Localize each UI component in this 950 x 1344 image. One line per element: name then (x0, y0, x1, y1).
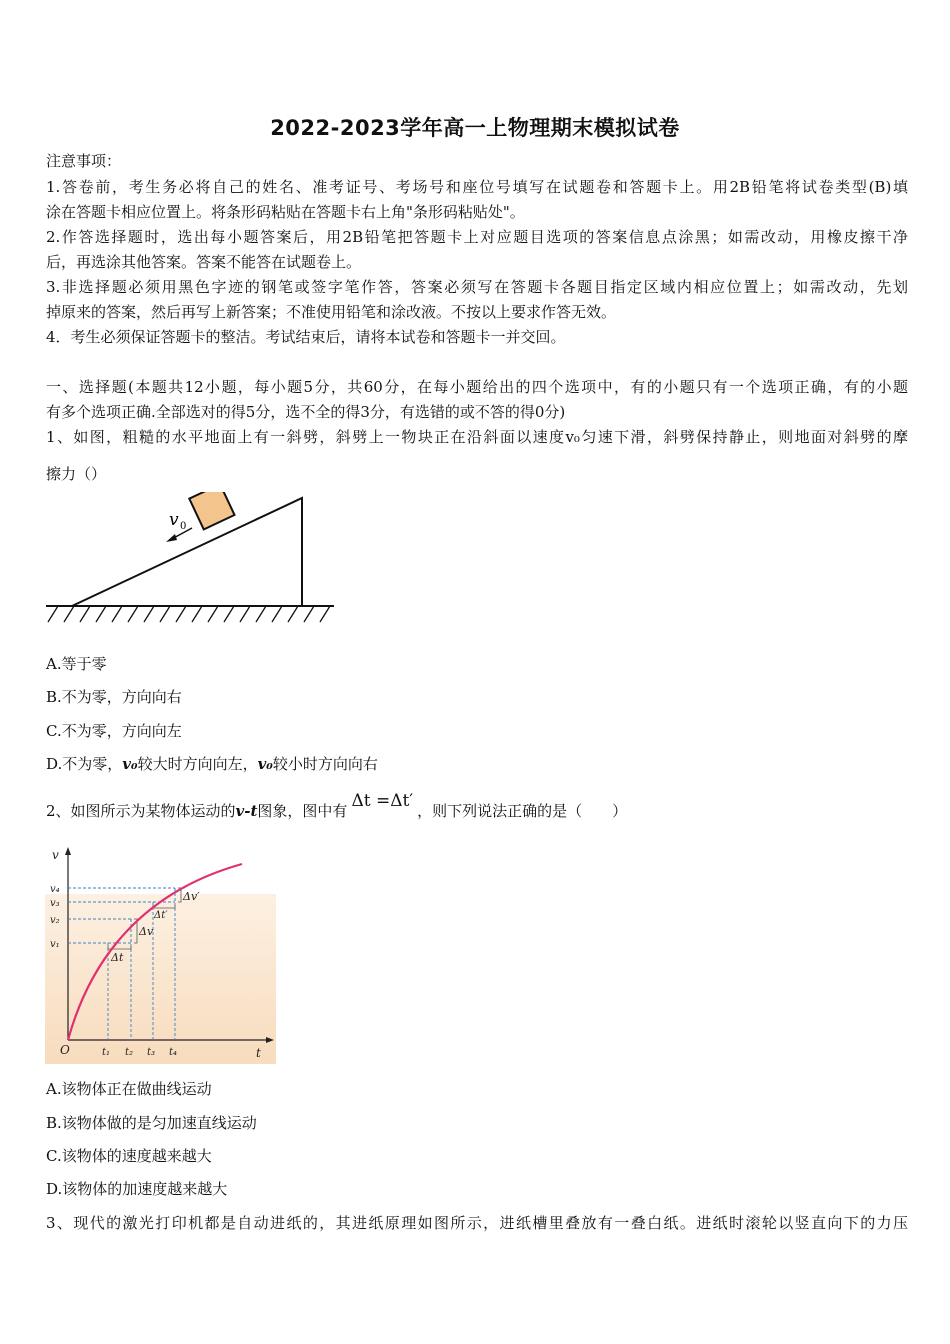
v1-label: v₁ (50, 939, 60, 950)
origin-label: O (60, 1043, 70, 1057)
sliding-block (189, 492, 234, 529)
q1-stem-line-2: 擦力（） (46, 465, 107, 483)
q1-option-d-pre: D.不为零， (46, 755, 123, 773)
q2-option-d[interactable]: D.该物体的加速度越来越大 (46, 1180, 228, 1198)
t3-label: t₃ (147, 1047, 156, 1058)
dt-label: Δt (111, 951, 124, 964)
vt-graph (44, 842, 278, 1064)
v4-label: v₄ (50, 884, 60, 895)
notice-line-1: 1.答卷前，考生务必将自己的姓名、准考证号、考场号和座位号填写在试题卷和答题卡上。用2B铅笔将试卷类型(B)填 (46, 178, 908, 196)
notice-line-4: 后，再选涂其他答案。答案不能答在试题卷上。 (46, 253, 362, 271)
q1-option-b[interactable]: B.不为零，方向向右 (46, 688, 182, 706)
page-title: 2022-2023学年高一上物理期末模拟试卷 (270, 116, 680, 140)
notice-line-6: 掉原来的答案，然后再写上新答案；不准使用铅笔和涂改液。不按以上要求作答无效。 (46, 303, 617, 321)
notice-heading: 注意事项： (46, 152, 122, 170)
q2-option-c[interactable]: C.该物体的速度越来越大 (46, 1147, 212, 1165)
q1-option-d-mid: 较大时方向向左， (137, 755, 258, 773)
section-heading-line-1: 一、选择题(本题共12小题，每小题5分，共60分，在每小题给出的四个选项中，有的小题只有一个选项正确，有的小题 (46, 378, 908, 396)
q1-option-a[interactable]: A.等于零 (46, 655, 107, 673)
v3-label: v₃ (50, 898, 60, 909)
v-axis-label: v (52, 848, 59, 862)
q2-stem-mid: 图象，图中有 (257, 802, 348, 820)
dt-prime-label: Δt′ (154, 910, 168, 921)
t-axis-label: t (256, 1046, 261, 1060)
velocity-arrowhead (166, 534, 177, 542)
q2-vt: v-t (235, 802, 258, 820)
incline-wedge (72, 498, 302, 606)
q2-stem-post: ，则下列说法正确的是（ ） (417, 802, 628, 820)
q1-stem-line-1: 1、如图，粗糙的水平地面上有一斜劈，斜劈上一物块正在沿斜面以速度v₀匀速下滑，斜劈保持静止，则地面对斜劈的摩 (46, 428, 908, 446)
incline-figure (44, 492, 339, 630)
notice-line-5: 3.非选择题必须用黑色字迹的钢笔或签字笔作答，答案必须写在答题卡各题目指定区域内相应位置上；如需改动，先划 (46, 278, 908, 296)
t2-label: t₂ (125, 1047, 134, 1058)
q1-option-d-v0-b: v₀ (257, 755, 273, 773)
q2-option-a[interactable]: A.该物体正在做曲线运动 (46, 1080, 212, 1098)
q2-formula: Δt =Δt′ (351, 791, 414, 811)
q2-option-b[interactable]: B.该物体做的是匀加速直线运动 (46, 1114, 257, 1132)
q1-option-d[interactable] (46, 753, 378, 775)
dv-prime-label: Δv′ (183, 890, 200, 903)
q2-stem (46, 791, 908, 822)
q1-option-d-post: 较小时方向向右 (272, 755, 378, 773)
notice-line-2: 涂在答题卡相应位置上。将条形码粘贴在答题卡右上角"条形码粘贴处"。 (46, 203, 525, 221)
t1-label: t₁ (102, 1047, 111, 1058)
q1-option-c[interactable]: C.不为零，方向向左 (46, 722, 182, 740)
q3-stem-line-1: 3、现代的激光打印机都是自动进纸的，其进纸原理如图所示，进纸槽里叠放有一叠白纸。进纸时滚轮以竖直向下的力压 (46, 1214, 908, 1232)
notice-line-7: 4．考生必须保证答题卡的整洁。考试结束后，请将本试卷和答题卡一并交回。 (46, 328, 566, 346)
velocity-label: v (169, 510, 179, 530)
notice-line-3: 2.作答选择题时，选出每小题答案后，用2B铅笔把答题卡上对应题目选项的答案信息点涂黑；如需改动，用橡皮擦干净 (46, 228, 908, 246)
section-heading-line-2: 有多个选项正确.全部选对的得5分，选不全的得3分，有选错的或不答的得0分) (46, 403, 566, 421)
velocity-subscript: 0 (180, 521, 187, 532)
v-axis-arrow (65, 847, 71, 855)
ground-hatching (48, 606, 330, 622)
v2-label: v₂ (50, 915, 60, 926)
q2-stem-pre: 2、如图所示为某物体运动的 (46, 802, 236, 820)
q1-option-d-v0-a: v₀ (122, 755, 138, 773)
dv-label: Δv (139, 925, 154, 938)
t4-label: t₄ (169, 1047, 178, 1058)
